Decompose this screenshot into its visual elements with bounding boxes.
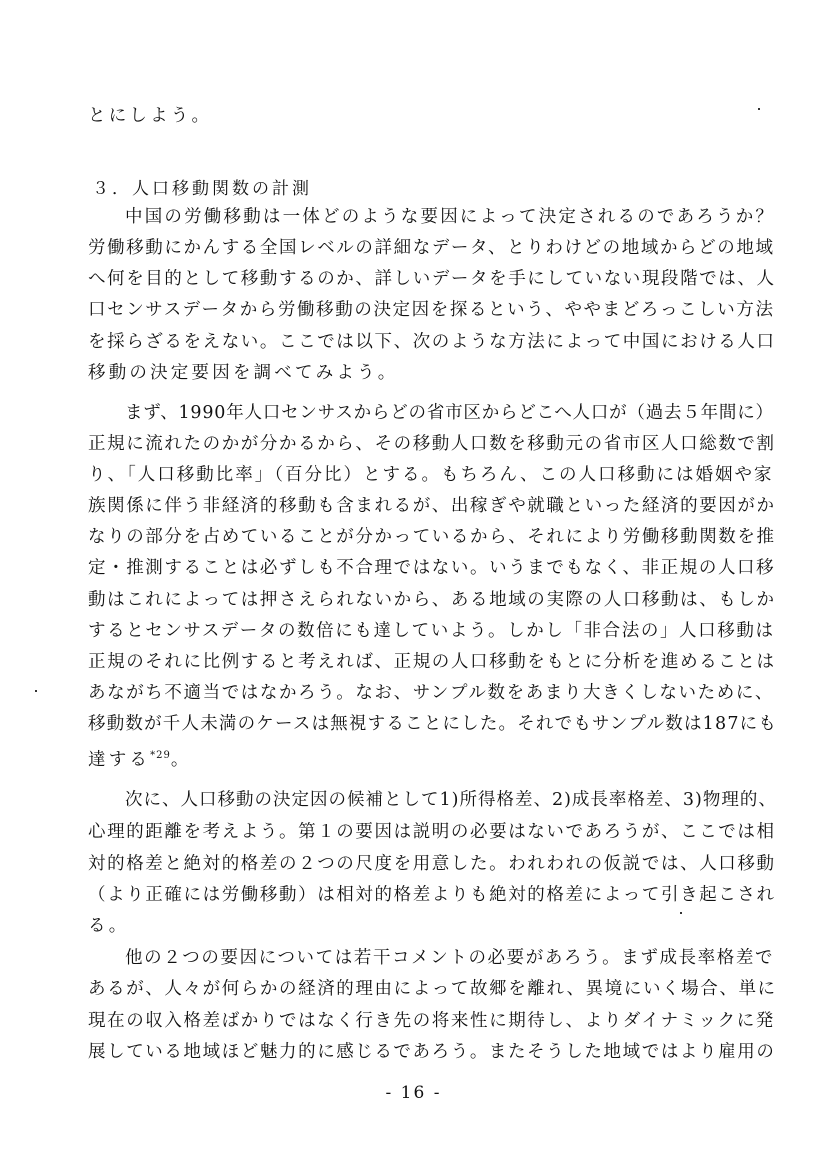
footnote-marker: *29	[150, 750, 171, 761]
paragraph-line: 労働移動にかんする全国レベルの詳細なデータ、とりわけどの地域からどの地域	[88, 238, 775, 258]
scan-speck	[35, 690, 37, 692]
paragraph-line: 正規に流れたのかが分かるから、その移動人口数を移動元の省市区人口総数で割	[88, 434, 776, 454]
paragraph-line: 口センサスデータから労働移動の決定因を探るという、ややまどろっこしい方法	[88, 300, 775, 320]
paragraph-line: 他の２つの要因については若干コメントの必要があろう。まず成長率格差で	[125, 948, 775, 968]
paragraph-line: 心理的距離を考えよう。第１の要因は説明の必要はないであろうが、ここでは相	[88, 822, 776, 842]
paragraph-line: あるが、人々が何らかの経済的理由によって故郷を離れ、異境にいく場合、単に	[88, 979, 777, 999]
paragraph-line: 中国の労働移動は一体どのような要因によって決定されるのであろうか？	[125, 207, 776, 227]
continuation-text: とにしよう。	[88, 106, 213, 126]
paragraph-line: まず、1990年人口センサスからどの省市区からどこへ人口が（過去５年間に）	[125, 403, 774, 423]
paragraph-line: り、「人口移動比率」（百分比）とする。もちろん、この人口移動には婚姻や家	[88, 465, 774, 485]
paragraph-line: 正規のそれに比例すると考えれば、正規の人口移動をもとに分析を進めることは	[88, 652, 776, 672]
paragraph-line: 族関係に伴う非経済的移動も含まれるが、出稼ぎや就職といった経済的要因がか	[88, 496, 776, 516]
paragraph-line: 動はこれによっては押さえられないから、ある地域の実際の人口移動は、もしか	[88, 590, 776, 610]
section-heading: ３．人口移動関数の計測	[92, 179, 312, 199]
scan-speck	[758, 108, 760, 110]
paragraph-line-with-footnote	[88, 744, 778, 772]
scan-speck	[680, 912, 682, 914]
paragraph-line: 次に、人口移動の決定因の候補として1)所得格差、2)成長率格差、3)物理的、	[125, 790, 777, 810]
paragraph-line: を採らざるをえない。ここでは以下、次のような方法によって中国における人口	[88, 332, 776, 352]
paragraph-line: 対的格差と絶対的格差の２つの尺度を用意した。われわれの仮説では、人口移動	[88, 854, 776, 874]
paragraph-line: る。	[88, 916, 130, 936]
page-number: - 16 -	[385, 1083, 442, 1103]
paragraph-line: 移動の決定要因を調べてみよう。	[88, 363, 399, 383]
paragraph-line: 移動数が千人未満のケースは無視することにした。それでもサンプル数は187にも	[88, 714, 778, 734]
paragraph-line: あながち不適当ではなかろう。なお、サンプル数をあまり大きくしないために、	[88, 683, 775, 703]
paragraph-line: （より正確には労働移動）は相対的格差よりも絶対的格差によって引き起こされ	[88, 885, 776, 905]
paragraph-line: なりの部分を占めていることが分かっているから、それにより労働移動関数を推	[88, 527, 776, 547]
paragraph-line: 展している地域ほど魅力的に感じるであろう。またそうした地域ではより雇用の	[88, 1042, 776, 1062]
paragraph-line: へ何を目的として移動するのか、詳しいデータを手にしていない現段階では、人	[88, 269, 776, 289]
paragraph-line: するとセンサスデータの数倍にも達していよう。しかし「非合法の」人口移動は	[88, 621, 775, 641]
paragraph-line: 定・推測することは必ずしも不合理ではない。いうまでもなく、非正規の人口移	[88, 558, 776, 578]
line-text: 達する	[88, 750, 151, 770]
line-end-punctuation: 。	[170, 750, 192, 770]
paragraph-line: 現在の収入格差ばかりではなく行き先の将来性に期待し、よりダイナミックに発	[88, 1011, 775, 1031]
